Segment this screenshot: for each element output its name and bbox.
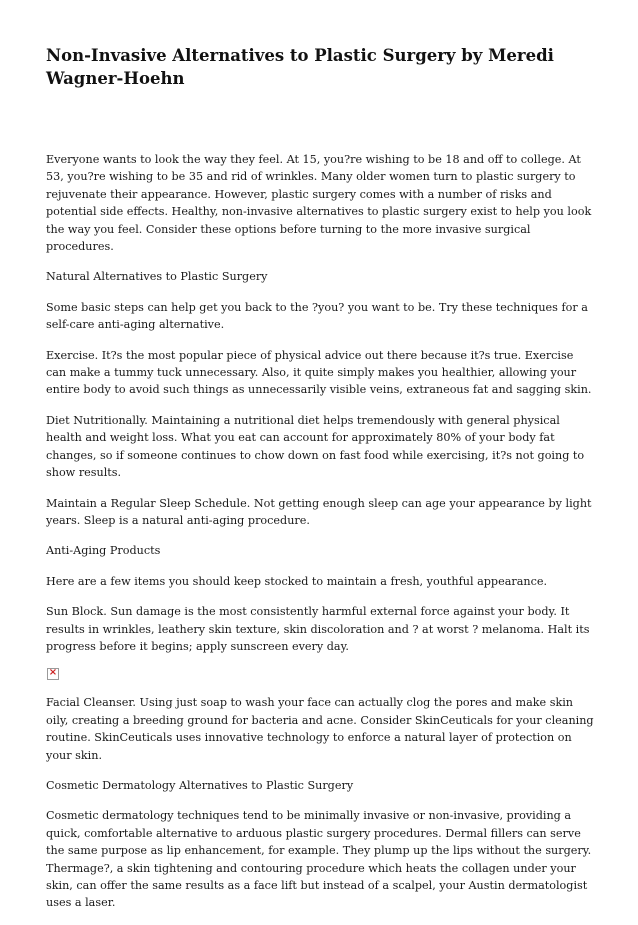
cosmetic-dermatology-paragraph: Cosmetic dermatology techniques tend to be minimally invasive or non-invasive, providing a quick, comfortable alternative to arduous plastic surgery procedures. Dermal fillers can serve the same purpose as lip enhancement, for example. They plump up the lips without the surgery. Thermage?, a skin tightening and contouring procedure which heats the collagen under your skin, can offer the same results as a face lift but instead of a scalpel, your Austin dermatologist uses a laser. [46,809,592,910]
anti-aging-products-intro: Here are a few items you should keep stocked to maintain a fresh, youthful appearance. [46,574,548,588]
section-heading-natural-alternatives: Natural Alternatives to Plastic Surgery [46,270,268,284]
natural-alternatives-intro: Some basic steps can help get you back to the ?you? you want to be. Try these techniques for a self-care anti-aging alternative. [46,300,588,332]
section-heading-anti-aging-products: Anti-Aging Products [46,544,161,558]
section-heading-cosmetic-dermatology: Cosmetic Dermatology Alternatives to Plastic Surgery [46,778,354,792]
intro-paragraph: Everyone wants to look the way they feel. At 15, you?re wishing to be 18 and off to college. At 53, you?re wishing to be 35 and rid of wrinkles. Many older women turn to plastic surgery to rejuvenate their appearance. However, plastic surgery comes with a number of risks and potential side effects. Healthy, non-invasive alternatives to plastic surgery exist to help you look the way you feel. Consider these options before turning to the more invasive surgical procedures. [46,153,592,254]
sleep-paragraph: Maintain a Regular Sleep Schedule. Not getting enough sleep can age your appearance by light years. Sleep is a natural anti-aging procedure. [46,496,592,527]
broken-image-x-mark: × [48,667,58,679]
sun-block-paragraph: Sun Block. Sun damage is the most consistently harmful external force against your body. It results in wrinkles, leathery skin texture, skin discoloration and ? at worst ? melanoma. Halt its progress before it begins; apply sunscreen every day. [46,605,590,653]
facial-cleanser-paragraph: Facial Cleanser. Using just soap to wash your face can actually clog the pores and make skin oily, creating a breeding ground for bacteria and acne. Consider SkinCeuticals for your cleaning routine. SkinCeuticals uses innovative technology to enforce a natural layer of protection on your skin. [46,696,594,762]
document-page [46,44,594,925]
document-title: Non-Invasive Alternatives to Plastic Surgery by Meredi Wagner-Hoehn [46,46,554,88]
diet-paragraph: Diet Nutritionally. Maintaining a nutritional diet helps tremendously with general physical health and weight loss. What you eat can account for approximately 80% of your body fat changes, so if someone continues to chow down on fast food while exercising, it?s not going to show results. [46,413,585,480]
broken-image-icon [47,668,59,680]
exercise-paragraph: Exercise. It?s the most popular piece of physical advice out there because it?s true. Exercise can make a tummy tuck unnecessary. Also, it quite simply makes you healthier, allowing your entire body to avoid such things as unnecessarily visible veins, extraneous fat and sagging skin. [46,348,592,397]
